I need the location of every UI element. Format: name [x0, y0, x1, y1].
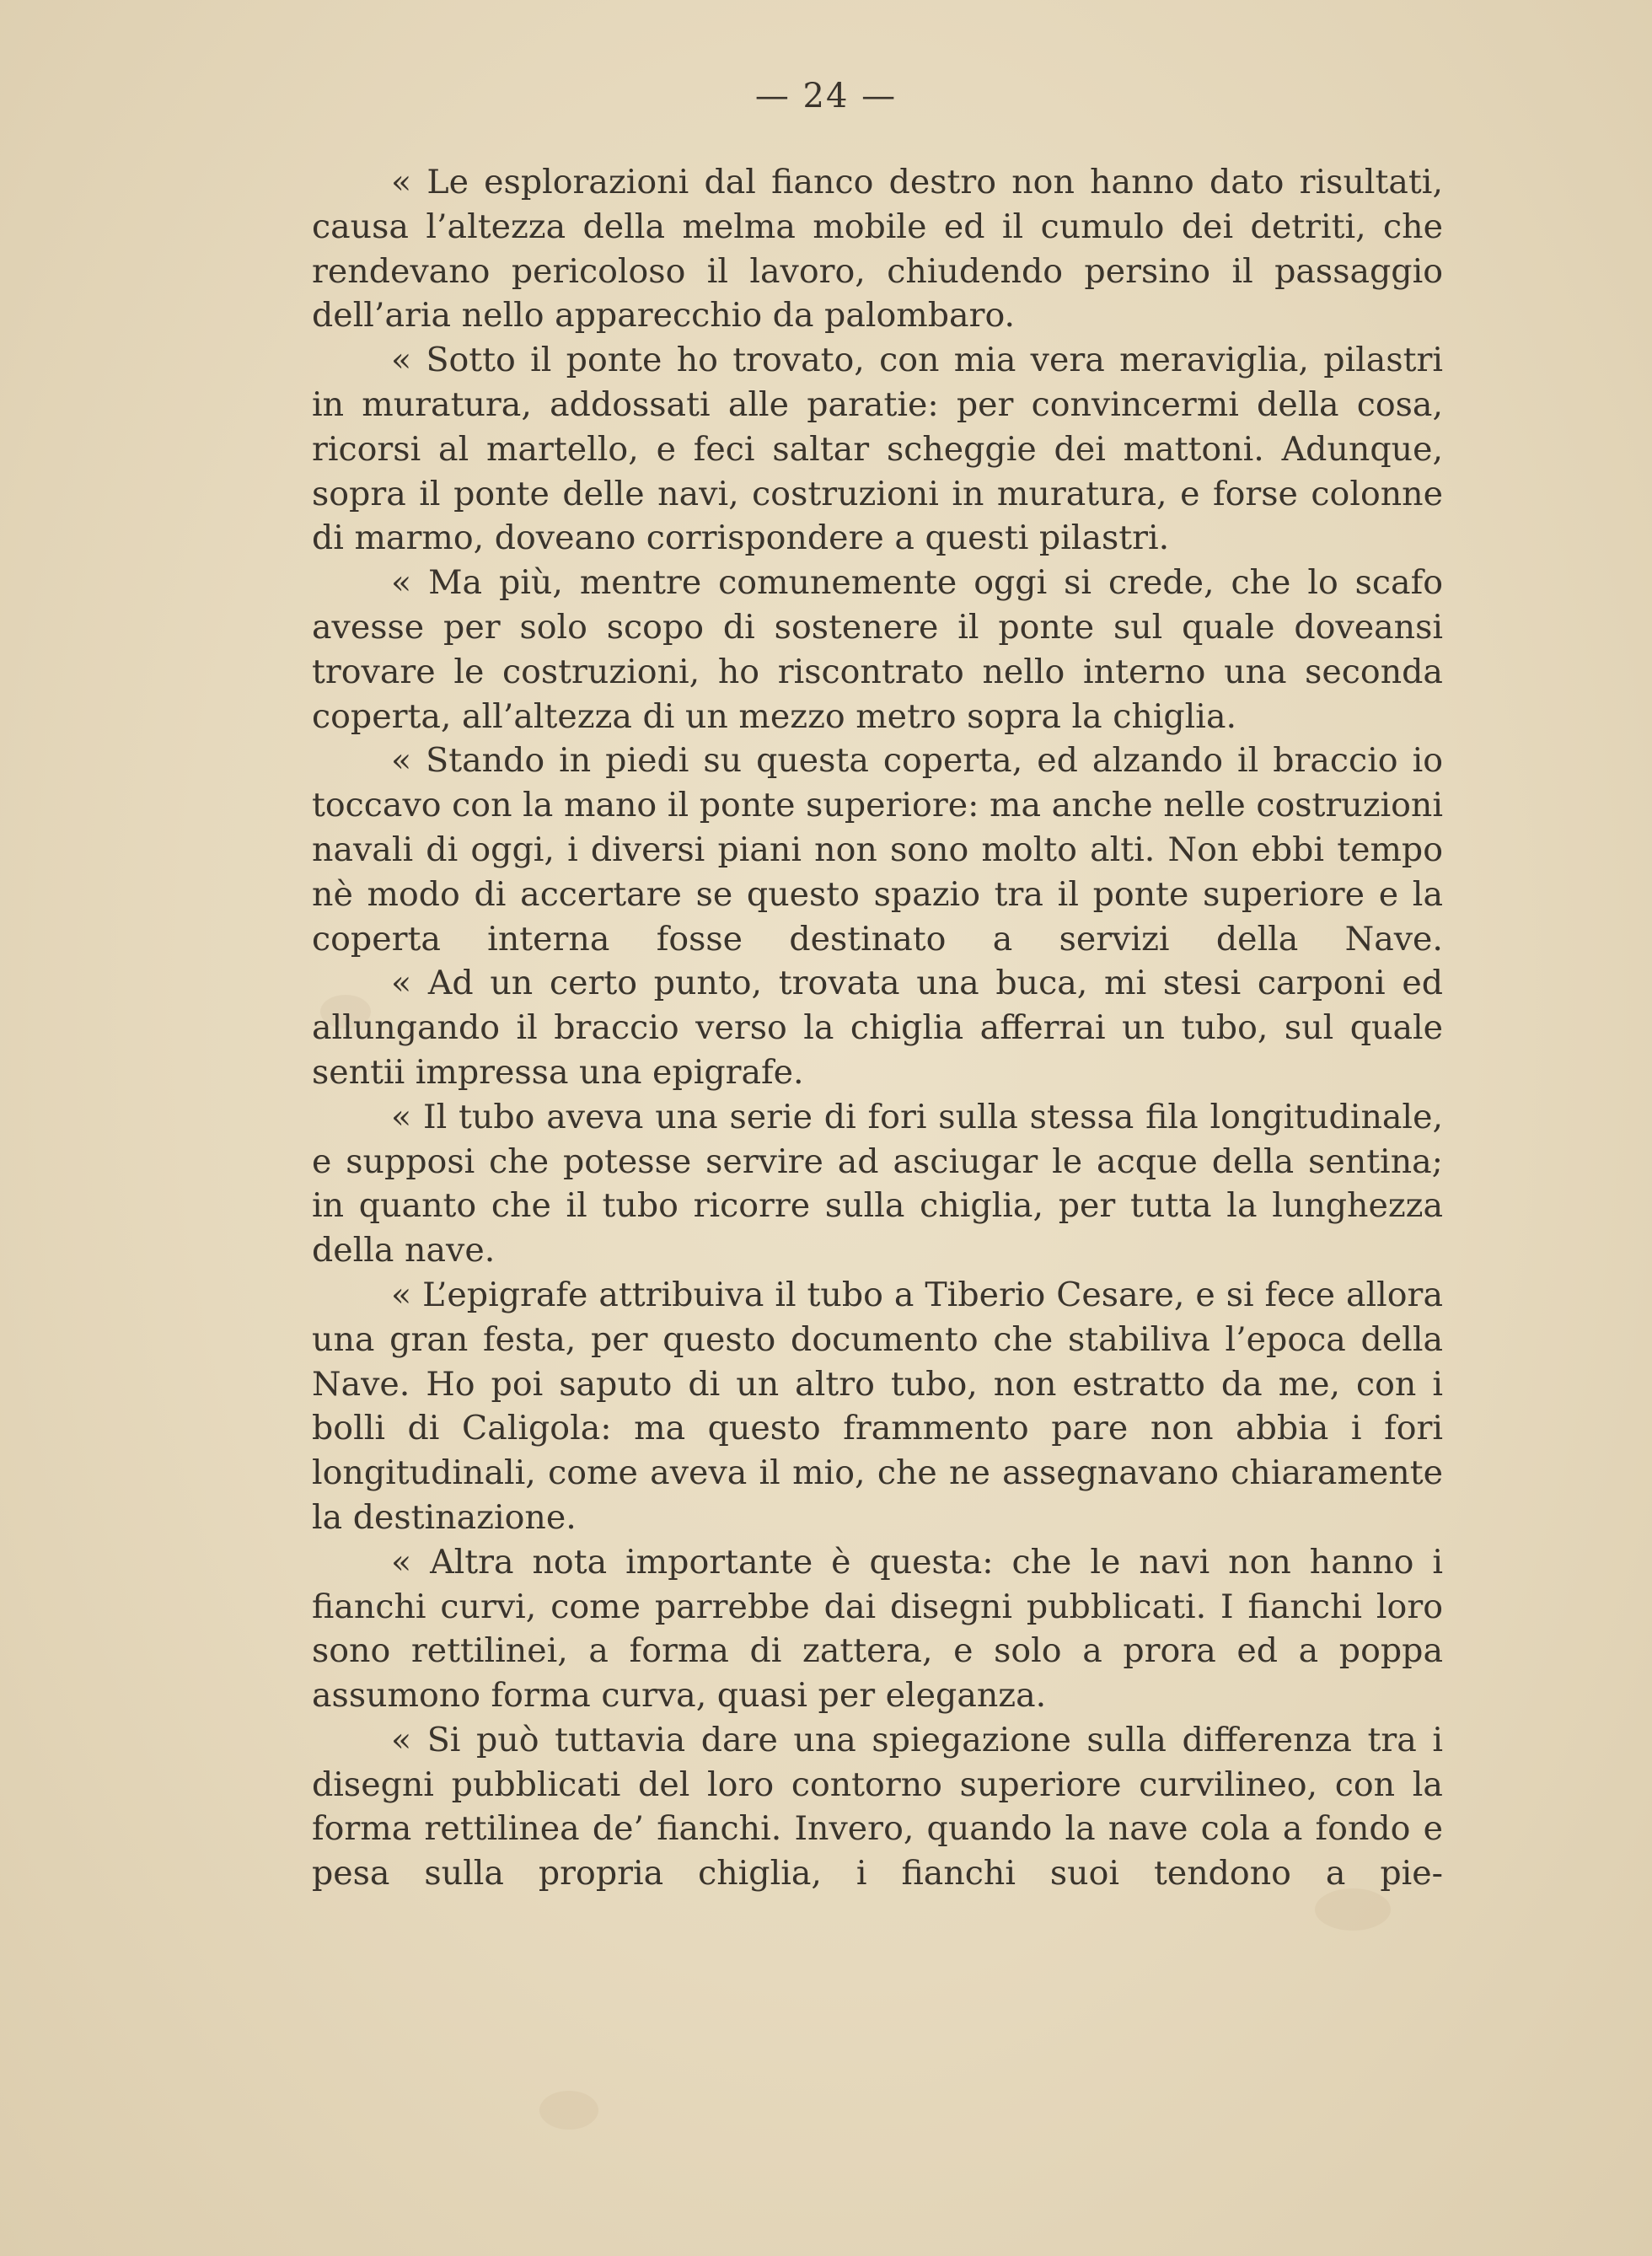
paper-stain [539, 2091, 598, 2130]
page-number: — 24 — [754, 77, 898, 115]
paragraph: « Altra nota importante è questa: che le navi non hanno i fianchi curvi, come parrebbe dai disegni pubblicati. I fianchi loro sono rettilinei, a forma di zattera, e solo a prora ed a poppa assumono forma curva, quasi per eleganza. [312, 1542, 1443, 1716]
paragraph: « Il tubo aveva una serie di fori sulla stessa fila longitudinale, e supposi che potesse servire ad asciugar le acque della sentina; in quanto che il tubo ricorre sulla chiglia, per tutta la lunghezza della nave. [312, 1097, 1443, 1270]
paragraph: « Si può tuttavia dare una spiegazione sulla differenza tra i disegni pubblicati del loro contorno superiore curvilineo, con la forma rettilinea de’ fianchi. Invero, quando la nave cola a fondo e pesa sulla propria chiglia, i fianchi suoi tendono a pie- [312, 1720, 1443, 1893]
paragraph: « Ma più, mentre comunemente oggi si crede, che lo scafo avesse per solo scopo di sostenere il ponte sul quale doveansi trovare le costruzioni, ho riscontrato nello interno una seconda coperta, all’altezza di un mezzo metro sopra la chiglia. [312, 563, 1443, 736]
paragraph: « Sotto il ponte ho trovato, con mia vera meraviglia, pilastri in muratura, addossati alle paratie: per convincermi della cosa, ricorsi al martello, e feci saltar scheggie dei mattoni. Adunque, sopra il ponte delle navi, costruzioni in muratura, e forse colonne di marmo, doveano corrispondere a questi pilastri. [312, 341, 1443, 558]
paragraph: « Stando in piedi su questa coperta, ed alzando il braccio io toccavo con la mano il ponte superiore: ma anche nelle costruzioni navali di oggi, i diversi piani non sono molto alti. Non ebbi tempo nè modo di accertare se questo spazio tra il ponte superiore e la coperta interna fosse destinato a servizi della Nave. [312, 741, 1443, 959]
body-text [312, 160, 1443, 1896]
paragraph: « Le esplorazioni dal fianco destro non hanno dato risultati, causa l’altezza della melma mobile ed il cumulo dei detriti, che rendevano pericoloso il lavoro, chiudendo persino il passaggio dell’aria nello apparecchio da palombaro. [312, 163, 1443, 336]
paragraph: « Ad un certo punto, trovata una buca, mi stesi carponi ed allungando il braccio verso la chiglia afferrai un tubo, sul quale sentii impressa una epigrafe. [312, 964, 1443, 1092]
paragraph: « L’epigrafe attribuiva il tubo a Tiberio Cesare, e si fece allora una gran festa, per questo documento che stabiliva l’epoca della Nave. Ho poi saputo di un altro tubo, non estratto da me, con i bolli di Caligola: ma questo frammento pare non abbia i fori longitudinali, come aveva il mio, che ne assegnavano chiaramente la destinazione. [312, 1275, 1443, 1537]
